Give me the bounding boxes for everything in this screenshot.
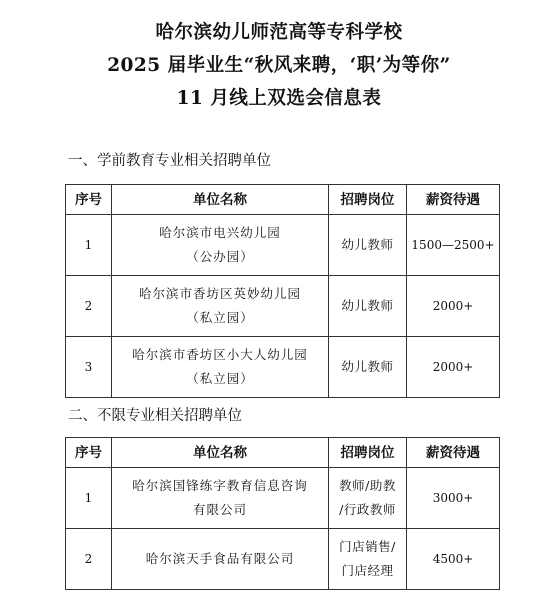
column-header-position: 招聘岗位	[329, 438, 407, 468]
column-header-name: 单位名称	[112, 185, 329, 215]
section-1-table	[65, 184, 500, 398]
cell-name	[112, 276, 329, 337]
table-row	[66, 468, 500, 529]
cell-name-line-2: 有限公司	[192, 502, 247, 517]
cell-name-line-2: （公办园）	[186, 249, 254, 264]
cell-no: 3	[66, 337, 112, 398]
title-line-2: 2025 届毕业生“秋风来聘，‘职’为等你”	[107, 55, 451, 76]
table-header-row	[66, 438, 500, 468]
column-header-salary: 薪资待遇	[407, 438, 500, 468]
table-row	[66, 337, 500, 398]
cell-name-line-2: （私立园）	[186, 310, 254, 325]
table-row	[66, 276, 500, 337]
cell-name-line-1: 哈尔滨市香坊区英妙幼儿园	[138, 286, 301, 301]
table-row	[66, 215, 500, 276]
cell-name	[112, 215, 329, 276]
cell-position-line-1: 门店销售/	[339, 539, 396, 554]
column-header-no: 序号	[66, 185, 112, 215]
section-1-heading: 一、学前教育专业相关招聘单位	[68, 153, 271, 169]
column-header-name: 单位名称	[112, 438, 329, 468]
section-2-table	[65, 437, 500, 590]
cell-position-line-2: 门店经理	[341, 563, 394, 578]
table-row	[66, 529, 500, 590]
title-line-3: 11 月线上双选会信息表	[176, 88, 382, 109]
cell-name	[112, 468, 329, 529]
column-header-no: 序号	[66, 438, 112, 468]
cell-no: 2	[66, 276, 112, 337]
cell-name-line-1: 哈尔滨国锋练字教育信息咨询	[132, 478, 308, 493]
cell-salary: 3000+	[407, 468, 500, 529]
cell-position-line-2: /行政教师	[339, 502, 396, 517]
cell-name	[112, 337, 329, 398]
cell-name-line-1: 哈尔滨市香坊区小大人幼儿园	[132, 347, 308, 362]
cell-position: 幼儿教师	[329, 215, 407, 276]
cell-position: 幼儿教师	[329, 276, 407, 337]
cell-name: 哈尔滨天手食品有限公司	[112, 529, 329, 590]
cell-salary: 1500—2500+	[407, 215, 500, 276]
cell-position	[329, 468, 407, 529]
cell-position-line-1: 教师/助教	[339, 478, 396, 493]
cell-salary: 4500+	[407, 529, 500, 590]
table-header-row	[66, 185, 500, 215]
cell-position	[329, 529, 407, 590]
document-title	[0, 16, 558, 115]
column-header-position: 招聘岗位	[329, 185, 407, 215]
column-header-salary: 薪资待遇	[407, 185, 500, 215]
cell-salary: 2000+	[407, 337, 500, 398]
cell-name-line-1: 哈尔滨市电兴幼儿园	[159, 225, 281, 240]
cell-salary: 2000+	[407, 276, 500, 337]
cell-name-line-2: （私立园）	[186, 371, 254, 386]
title-line-1: 哈尔滨幼儿师范高等专科学校	[155, 22, 403, 43]
cell-no: 2	[66, 529, 112, 590]
section-2-heading: 二、不限专业相关招聘单位	[68, 408, 242, 424]
cell-no: 1	[66, 468, 112, 529]
cell-no: 1	[66, 215, 112, 276]
cell-position: 幼儿教师	[329, 337, 407, 398]
